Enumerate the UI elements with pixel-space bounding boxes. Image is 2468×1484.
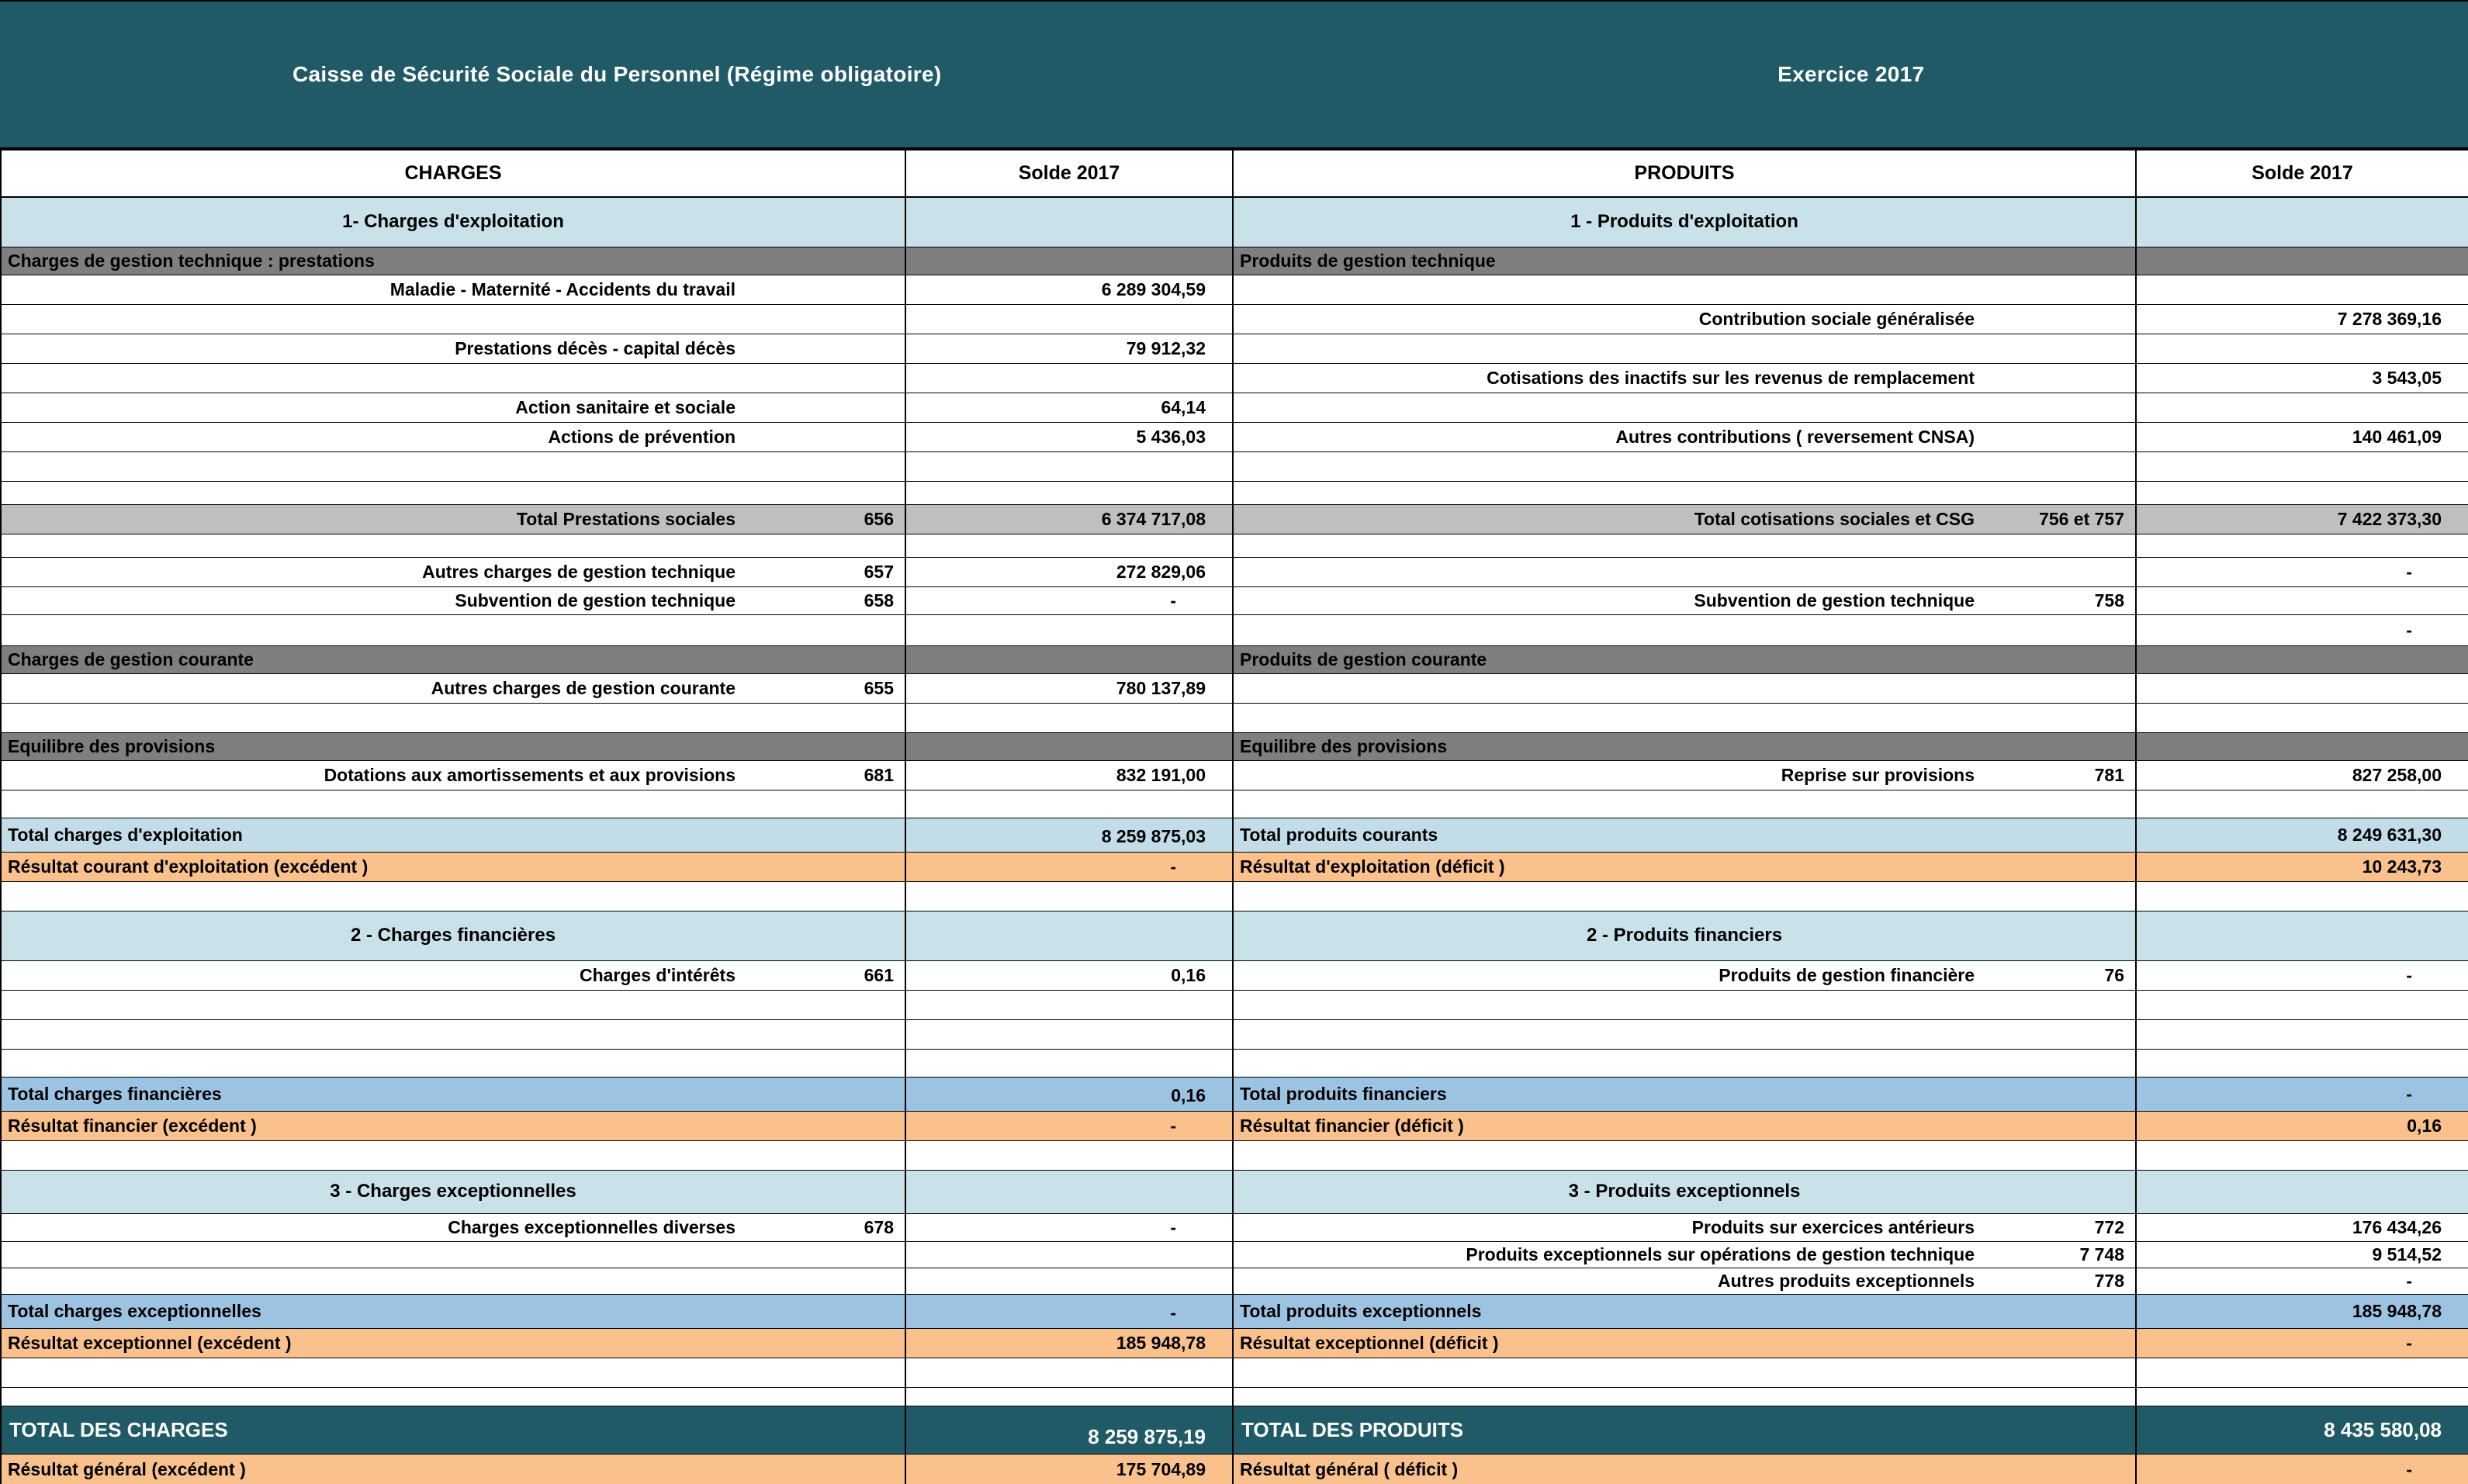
charges-value-cell bbox=[905, 247, 1233, 275]
charges-label-cell bbox=[1, 1140, 748, 1170]
produits-account-cell: 778 bbox=[1987, 1268, 2136, 1294]
produits-value-cell: - bbox=[2136, 1454, 2468, 1484]
charges-label-cell: Subvention de gestion technique bbox=[1, 586, 748, 614]
charges-account-cell bbox=[748, 881, 905, 911]
produits-account-cell bbox=[1987, 363, 2136, 393]
charges-account-cell bbox=[748, 451, 905, 481]
charges-account-cell bbox=[748, 1019, 905, 1049]
charges-value-cell bbox=[905, 1268, 1233, 1294]
produits-value-cell: 9 514,52 bbox=[2136, 1241, 2468, 1268]
charges-label-cell: Total charges d'exploitation bbox=[1, 818, 905, 852]
table-row bbox=[1, 1019, 2468, 1049]
charges-value-cell bbox=[905, 451, 1233, 481]
resultat-financier bbox=[1, 1111, 2468, 1140]
charges-label-cell: Prestations décès - capital décès bbox=[1, 334, 748, 363]
charges-value-cell bbox=[905, 197, 1233, 247]
table-body bbox=[1, 197, 2468, 1484]
produits-value-cell bbox=[2136, 197, 2468, 247]
table-row bbox=[1, 990, 2468, 1019]
charges-label-cell bbox=[1, 481, 748, 504]
produits-account-cell bbox=[1987, 534, 2136, 557]
table-row bbox=[1, 393, 2468, 422]
produits-account-cell: 781 bbox=[1987, 760, 2136, 790]
produits-label-cell bbox=[1233, 534, 1987, 557]
charges-label-cell: Action sanitaire et sociale bbox=[1, 393, 748, 422]
charges-value-cell bbox=[905, 1019, 1233, 1049]
charges-value-cell bbox=[905, 1049, 1233, 1077]
charges-label-cell: Total Prestations sociales bbox=[1, 504, 748, 534]
charges-account-cell bbox=[748, 790, 905, 818]
produits-account-cell: 76 bbox=[1987, 960, 2136, 990]
produits-account-cell bbox=[1987, 614, 2136, 645]
produits-label-cell: TOTAL DES PRODUITS bbox=[1233, 1406, 2136, 1454]
charges-label-cell bbox=[1, 614, 748, 645]
produits-label-cell: 1 - Produits d'exploitation bbox=[1233, 197, 2136, 247]
produits-value-cell: - bbox=[2136, 1077, 2468, 1111]
produits-label-cell bbox=[1233, 1387, 1987, 1406]
produits-label-cell: Subvention de gestion technique bbox=[1233, 586, 1987, 614]
charges-value-cell: 0,16 bbox=[905, 1077, 1233, 1111]
produits-label-cell: Résultat général ( déficit ) bbox=[1233, 1454, 2136, 1484]
charges-account-cell bbox=[748, 304, 905, 334]
table-row bbox=[1, 586, 2468, 614]
charges-label-cell bbox=[1, 1241, 748, 1268]
grand-total bbox=[1, 1406, 2468, 1454]
charges-label-cell bbox=[1, 703, 748, 732]
produits-label-cell: Résultat exceptionnel (déficit ) bbox=[1233, 1328, 2136, 1358]
charges-value-cell bbox=[905, 614, 1233, 645]
charges-label-cell bbox=[1, 790, 748, 818]
table-row bbox=[1, 534, 2468, 557]
charges-account-cell bbox=[748, 1358, 905, 1387]
produits-label-cell bbox=[1233, 881, 1987, 911]
total-charges-exploitation bbox=[1, 818, 2468, 852]
resultat-general bbox=[1, 1454, 2468, 1484]
produits-value-cell bbox=[2136, 1019, 2468, 1049]
charges-value-cell bbox=[905, 304, 1233, 334]
produits-label-cell bbox=[1233, 990, 1987, 1019]
produits-value-cell bbox=[2136, 1387, 2468, 1406]
produits-account-cell bbox=[1987, 673, 2136, 703]
charges-label-cell: Charges d'intérêts bbox=[1, 960, 748, 990]
total-charges-exceptionnelles bbox=[1, 1294, 2468, 1328]
charges-value-cell: 780 137,89 bbox=[905, 673, 1233, 703]
charges-account-cell: 661 bbox=[748, 960, 905, 990]
section-gestion-technique bbox=[1, 247, 2468, 275]
charges-value-cell: 185 948,78 bbox=[905, 1328, 1233, 1358]
charges-value-cell: 832 191,00 bbox=[905, 760, 1233, 790]
column-header-row bbox=[1, 150, 2468, 197]
charges-value-cell: - bbox=[905, 1111, 1233, 1140]
table-row bbox=[1, 1213, 2468, 1241]
produits-account-cell bbox=[1987, 393, 2136, 422]
charges-value-cell: - bbox=[905, 586, 1233, 614]
produits-value-cell: 176 434,26 bbox=[2136, 1213, 2468, 1241]
produits-value-cell bbox=[2136, 451, 2468, 481]
produits-label-cell bbox=[1233, 1049, 1987, 1077]
charges-account-cell bbox=[748, 422, 905, 451]
charges-account-cell bbox=[748, 393, 905, 422]
charges-account-cell bbox=[748, 1387, 905, 1406]
produits-account-cell bbox=[1987, 557, 2136, 586]
produits-label-cell bbox=[1233, 673, 1987, 703]
table-row bbox=[1, 1241, 2468, 1268]
charges-label-cell: 1- Charges d'exploitation bbox=[1, 197, 905, 247]
charges-label-cell: Autres charges de gestion courante bbox=[1, 673, 748, 703]
produits-value-cell: - bbox=[2136, 960, 2468, 990]
produits-account-cell bbox=[1987, 481, 2136, 504]
produits-account-cell bbox=[1987, 422, 2136, 451]
produits-value-cell bbox=[2136, 275, 2468, 304]
produits-label-cell: 3 - Produits exceptionnels bbox=[1233, 1170, 2136, 1213]
produits-account-cell bbox=[1987, 334, 2136, 363]
produits-account-cell bbox=[1987, 990, 2136, 1019]
charges-value-cell: 5 436,03 bbox=[905, 422, 1233, 451]
produits-value-cell: - bbox=[2136, 1328, 2468, 1358]
charges-account-cell: 657 bbox=[748, 557, 905, 586]
table-row bbox=[1, 1387, 2468, 1406]
table-row bbox=[1, 703, 2468, 732]
income-statement-table bbox=[0, 149, 2468, 1484]
charges-label-cell bbox=[1, 304, 748, 334]
produits-account-cell: 756 et 757 bbox=[1987, 504, 2136, 534]
charges-account-cell bbox=[748, 703, 905, 732]
charges-value-cell bbox=[905, 363, 1233, 393]
charges-value-cell bbox=[905, 534, 1233, 557]
charges-account-cell bbox=[748, 1049, 905, 1077]
charges-value-cell bbox=[905, 645, 1233, 673]
table-row bbox=[1, 673, 2468, 703]
produits-label-cell bbox=[1233, 451, 1987, 481]
charges-label-cell bbox=[1, 451, 748, 481]
resultat-courant bbox=[1, 852, 2468, 881]
charges-label-cell: Total charges exceptionnelles bbox=[1, 1294, 905, 1328]
table-row bbox=[1, 304, 2468, 334]
charges-value-cell: - bbox=[905, 852, 1233, 881]
charges-account-cell bbox=[748, 614, 905, 645]
produits-value-cell bbox=[2136, 534, 2468, 557]
produits-label-cell: Autres produits exceptionnels bbox=[1233, 1268, 1987, 1294]
produits-value-cell bbox=[2136, 881, 2468, 911]
produits-account-cell bbox=[1987, 1019, 2136, 1049]
produits-label-cell: Contribution sociale généralisée bbox=[1233, 304, 1987, 334]
charges-label-cell: Résultat financier (excédent ) bbox=[1, 1111, 905, 1140]
produits-value-cell bbox=[2136, 1358, 2468, 1387]
charges-account-cell: 655 bbox=[748, 673, 905, 703]
produits-value-cell bbox=[2136, 703, 2468, 732]
produits-account-cell bbox=[1987, 1140, 2136, 1170]
produits-label-cell bbox=[1233, 334, 1987, 363]
section-gestion-courante bbox=[1, 645, 2468, 673]
produits-account-cell bbox=[1987, 304, 2136, 334]
produits-label-cell bbox=[1233, 393, 1987, 422]
table-row bbox=[1, 1268, 2468, 1294]
charges-value-cell bbox=[905, 703, 1233, 732]
table-row bbox=[1, 451, 2468, 481]
charges-value-cell bbox=[905, 732, 1233, 760]
charges-label-cell: TOTAL DES CHARGES bbox=[1, 1406, 905, 1454]
charges-label-cell bbox=[1, 363, 748, 393]
produits-label-cell bbox=[1233, 790, 1987, 818]
produits-label-cell bbox=[1233, 1358, 1987, 1387]
charges-account-cell bbox=[748, 534, 905, 557]
total-charges-financieres bbox=[1, 1077, 2468, 1111]
charges-label-cell: Résultat courant d'exploitation (excédent ) bbox=[1, 852, 905, 881]
produits-label-cell bbox=[1233, 703, 1987, 732]
charges-label-cell: 3 - Charges exceptionnelles bbox=[1, 1170, 905, 1213]
produits-label-cell: Total produits courants bbox=[1233, 818, 2136, 852]
charges-value-cell: - bbox=[905, 1294, 1233, 1328]
charges-label-cell: Maladie - Maternité - Accidents du travail bbox=[1, 275, 748, 304]
table-row bbox=[1, 422, 2468, 451]
produits-column-header: PRODUITS bbox=[1233, 150, 2136, 197]
charges-solde-column-header: Solde 2017 bbox=[905, 150, 1233, 197]
charges-label-cell bbox=[1, 990, 748, 1019]
charges-value-cell bbox=[905, 881, 1233, 911]
produits-label-cell bbox=[1233, 614, 1987, 645]
produits-account-cell bbox=[1987, 1049, 2136, 1077]
charges-value-cell bbox=[905, 990, 1233, 1019]
produits-label-cell bbox=[1233, 481, 1987, 504]
produits-value-cell bbox=[2136, 645, 2468, 673]
produits-value-cell bbox=[2136, 586, 2468, 614]
charges-value-cell bbox=[905, 1387, 1233, 1406]
produits-value-cell: 10 243,73 bbox=[2136, 852, 2468, 881]
charges-account-cell: 656 bbox=[748, 504, 905, 534]
charges-label-cell bbox=[1, 1358, 748, 1387]
produits-account-cell bbox=[1987, 1387, 2136, 1406]
charges-label-cell bbox=[1, 1268, 748, 1294]
produits-value-cell: 7 422 373,30 bbox=[2136, 504, 2468, 534]
section-charges-exploitation bbox=[1, 197, 2468, 247]
charges-label-cell: Charges de gestion technique : prestations bbox=[1, 247, 905, 275]
charges-value-cell: 6 374 717,08 bbox=[905, 504, 1233, 534]
produits-value-cell: 0,16 bbox=[2136, 1111, 2468, 1140]
charges-account-cell: 678 bbox=[748, 1213, 905, 1241]
charges-label-cell: Résultat exceptionnel (excédent ) bbox=[1, 1328, 905, 1358]
charges-account-cell bbox=[748, 334, 905, 363]
produits-label-cell: Produits de gestion financière bbox=[1233, 960, 1987, 990]
charges-value-cell: - bbox=[905, 1213, 1233, 1241]
charges-value-cell: 0,16 bbox=[905, 960, 1233, 990]
produits-label-cell: Total produits exceptionnels bbox=[1233, 1294, 2136, 1328]
charges-account-cell bbox=[748, 1140, 905, 1170]
produits-account-cell bbox=[1987, 790, 2136, 818]
charges-value-cell: 64,14 bbox=[905, 393, 1233, 422]
table-row bbox=[1, 614, 2468, 645]
charges-label-cell: Autres charges de gestion technique bbox=[1, 557, 748, 586]
charges-label-cell: Total charges financières bbox=[1, 1077, 905, 1111]
produits-label-cell: Produits exceptionnels sur opérations de gestion technique bbox=[1233, 1241, 1987, 1268]
produits-value-cell bbox=[2136, 790, 2468, 818]
table-row bbox=[1, 881, 2468, 911]
produits-label-cell: Résultat d'exploitation (déficit ) bbox=[1233, 852, 2136, 881]
total-prestations-sociales bbox=[1, 504, 2468, 534]
table-row bbox=[1, 275, 2468, 304]
produits-value-cell bbox=[2136, 911, 2468, 960]
table-row bbox=[1, 557, 2468, 586]
table-row bbox=[1, 1140, 2468, 1170]
charges-label-cell: 2 - Charges financières bbox=[1, 911, 905, 960]
produits-label-cell: Produits de gestion technique bbox=[1233, 247, 2136, 275]
produits-value-cell: 8 249 631,30 bbox=[2136, 818, 2468, 852]
charges-label-cell: Charges exceptionnelles diverses bbox=[1, 1213, 748, 1241]
charges-account-cell bbox=[748, 990, 905, 1019]
charges-value-cell bbox=[905, 1140, 1233, 1170]
produits-label-cell: Autres contributions ( reversement CNSA) bbox=[1233, 422, 1987, 451]
produits-label-cell: Reprise sur provisions bbox=[1233, 760, 1987, 790]
charges-value-cell: 79 912,32 bbox=[905, 334, 1233, 363]
produits-account-cell: 7 748 bbox=[1987, 1241, 2136, 1268]
produits-label-cell bbox=[1233, 275, 1987, 304]
produits-value-cell: 8 435 580,08 bbox=[2136, 1406, 2468, 1454]
charges-label-cell bbox=[1, 1049, 748, 1077]
produits-label-cell: 2 - Produits financiers bbox=[1233, 911, 2136, 960]
table-row bbox=[1, 334, 2468, 363]
produits-label-cell bbox=[1233, 1019, 1987, 1049]
produits-value-cell: - bbox=[2136, 614, 2468, 645]
charges-value-cell bbox=[905, 1170, 1233, 1213]
charges-value-cell: 8 259 875,03 bbox=[905, 818, 1233, 852]
produits-account-cell bbox=[1987, 881, 2136, 911]
produits-solde-column-header: Solde 2017 bbox=[2136, 150, 2468, 197]
table-row bbox=[1, 1049, 2468, 1077]
produits-value-cell bbox=[2136, 334, 2468, 363]
charges-label-cell: Equilibre des provisions bbox=[1, 732, 905, 760]
charges-account-cell bbox=[748, 481, 905, 504]
section-equilibre-provisions bbox=[1, 732, 2468, 760]
charges-value-cell: 175 704,89 bbox=[905, 1454, 1233, 1484]
produits-value-cell bbox=[2136, 1170, 2468, 1213]
produits-account-cell bbox=[1987, 275, 2136, 304]
produits-account-cell: 758 bbox=[1987, 586, 2136, 614]
charges-account-cell bbox=[748, 275, 905, 304]
produits-label-cell: Total cotisations sociales et CSG bbox=[1233, 504, 1987, 534]
charges-value-cell: 272 829,06 bbox=[905, 557, 1233, 586]
charges-account-cell bbox=[748, 1241, 905, 1268]
charges-label-cell bbox=[1, 1387, 748, 1406]
produits-value-cell: 3 543,05 bbox=[2136, 363, 2468, 393]
charges-label-cell: Résultat général (excédent ) bbox=[1, 1454, 905, 1484]
produits-value-cell: 140 461,09 bbox=[2136, 422, 2468, 451]
produits-label-cell: Produits sur exercices antérieurs bbox=[1233, 1213, 1987, 1241]
table-row bbox=[1, 363, 2468, 393]
produits-value-cell bbox=[2136, 990, 2468, 1019]
charges-label-cell: Charges de gestion courante bbox=[1, 645, 905, 673]
charges-label-cell bbox=[1, 534, 748, 557]
charges-label-cell bbox=[1, 1019, 748, 1049]
charges-value-cell: 6 289 304,59 bbox=[905, 275, 1233, 304]
produits-label-cell: Produits de gestion courante bbox=[1233, 645, 2136, 673]
produits-value-cell: 7 278 369,16 bbox=[2136, 304, 2468, 334]
produits-label-cell: Total produits financiers bbox=[1233, 1077, 2136, 1111]
produits-value-cell bbox=[2136, 247, 2468, 275]
table-row bbox=[1, 481, 2468, 504]
produits-value-cell bbox=[2136, 481, 2468, 504]
produits-label-cell: Résultat financier (déficit ) bbox=[1233, 1111, 2136, 1140]
charges-value-cell bbox=[905, 1358, 1233, 1387]
charges-label-cell: Dotations aux amortissements et aux provisions bbox=[1, 760, 748, 790]
table-row bbox=[1, 760, 2468, 790]
produits-account-cell: 772 bbox=[1987, 1213, 2136, 1241]
section-charges-financieres bbox=[1, 911, 2468, 960]
charges-account-cell bbox=[748, 1268, 905, 1294]
produits-label-cell bbox=[1233, 557, 1987, 586]
produits-value-cell bbox=[2136, 1140, 2468, 1170]
produits-value-cell: 185 948,78 bbox=[2136, 1294, 2468, 1328]
produits-account-cell bbox=[1987, 703, 2136, 732]
produits-value-cell bbox=[2136, 1049, 2468, 1077]
charges-account-cell: 658 bbox=[748, 586, 905, 614]
produits-value-cell: 827 258,00 bbox=[2136, 760, 2468, 790]
section-charges-exceptionnelles bbox=[1, 1170, 2468, 1213]
title-banner bbox=[0, 2, 2468, 149]
produits-account-cell bbox=[1987, 451, 2136, 481]
charges-label-cell: Actions de prévention bbox=[1, 422, 748, 451]
table-row bbox=[1, 960, 2468, 990]
charges-account-cell: 681 bbox=[748, 760, 905, 790]
charges-column-header: CHARGES bbox=[1, 150, 905, 197]
produits-value-cell bbox=[2136, 732, 2468, 760]
table-row bbox=[1, 790, 2468, 818]
charges-value-cell bbox=[905, 790, 1233, 818]
produits-value-cell: - bbox=[2136, 1268, 2468, 1294]
produits-value-cell bbox=[2136, 673, 2468, 703]
produits-label-cell: Equilibre des provisions bbox=[1233, 732, 2136, 760]
charges-label-cell bbox=[1, 881, 748, 911]
exercise-year-label: Exercice 2017 bbox=[1777, 62, 1925, 86]
charges-value-cell bbox=[905, 911, 1233, 960]
produits-label-cell: Cotisations des inactifs sur les revenus de remplacement bbox=[1233, 363, 1987, 393]
table-row bbox=[1, 1358, 2468, 1387]
charges-value-cell bbox=[905, 481, 1233, 504]
charges-account-cell bbox=[748, 363, 905, 393]
charges-value-cell bbox=[905, 1241, 1233, 1268]
produits-value-cell: - bbox=[2136, 557, 2468, 586]
produits-account-cell bbox=[1987, 1358, 2136, 1387]
resultat-exceptionnel bbox=[1, 1328, 2468, 1358]
produits-label-cell bbox=[1233, 1140, 1987, 1170]
document-title: Caisse de Sécurité Sociale du Personnel (Régime obligatoire) bbox=[292, 62, 942, 86]
charges-value-cell: 8 259 875,19 bbox=[905, 1406, 1233, 1454]
produits-value-cell bbox=[2136, 393, 2468, 422]
